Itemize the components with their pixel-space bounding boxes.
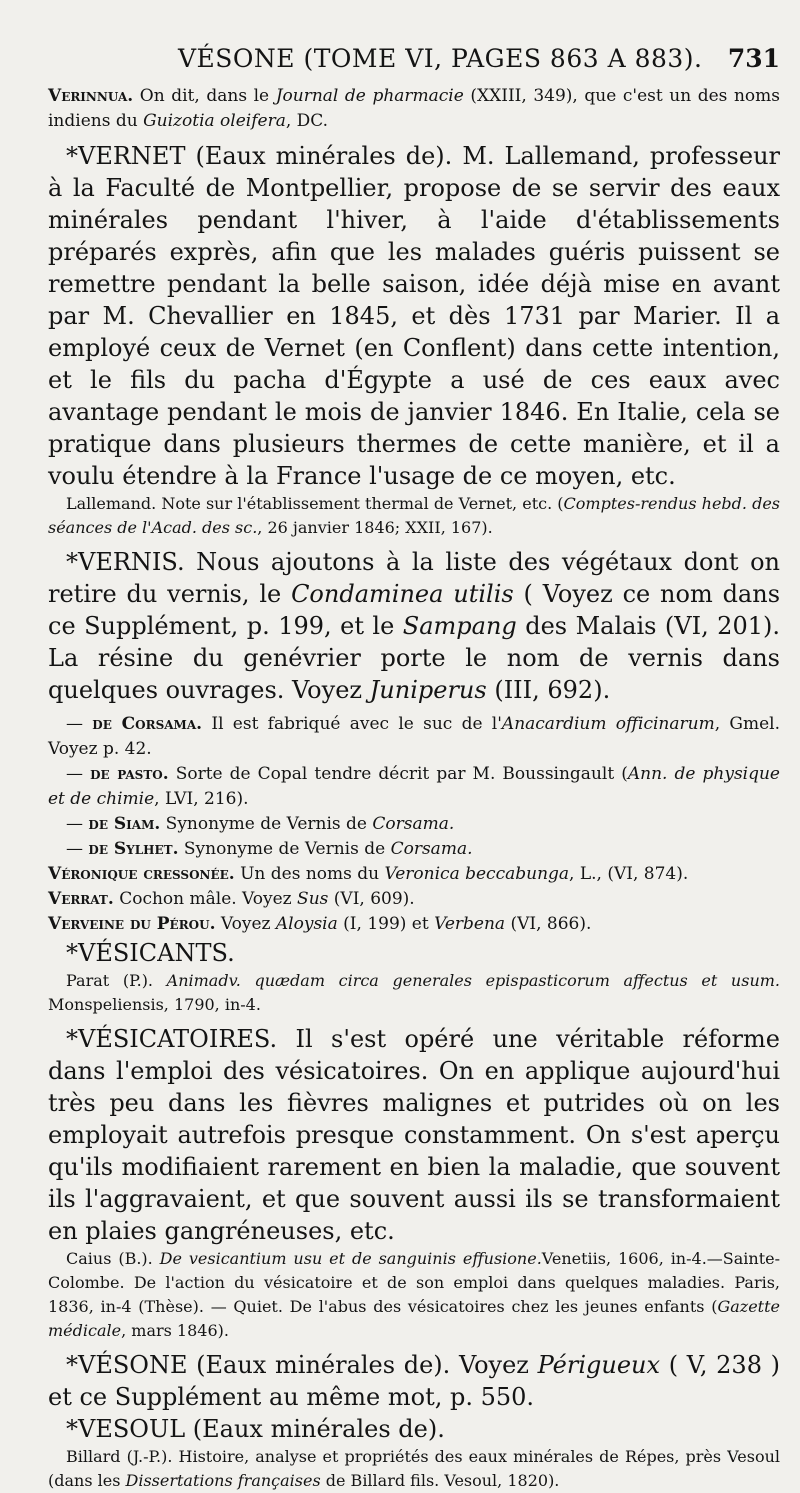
entry-text: (Eaux minérales de). Voyez xyxy=(187,1351,538,1379)
reference-italic: Comptes-rendus hebd. des séances de l'Acad. des sc. xyxy=(48,494,781,537)
entry-dash: — xyxy=(66,764,91,784)
entry-italic: Juniperus xyxy=(369,676,487,704)
entry-italic: Journal de pharmacie xyxy=(275,86,464,106)
entry-text: (I, 199) et xyxy=(337,914,435,934)
entry-text: , DC. xyxy=(285,111,329,131)
entry-head: *VÉSICANTS. xyxy=(66,939,235,967)
entry-text: (VI, 866). xyxy=(505,914,592,934)
entry-italic: Anacardium officinarum xyxy=(501,714,715,734)
entry-text: Il s'est opéré une véritable réforme dans l'emploi des vésicatoires. On en applique aujourd'hui très peu dans les fièvres malignes et putrides où on les employait autrefois presque constamment. On s'est aperçu qu'ils modifiaient rarement en bien la maladie, que souvent ils l'aggravaient, et que souvent aussi ils se transformaient en plaies gangréneuses, etc. xyxy=(48,1025,780,1245)
entry-vesone xyxy=(48,1349,780,1413)
entry-text: (Eaux minérales de). M. Lallemand, professeur à la Faculté de Montpellier, propose de se servir des eaux minérales pendant l'hiver, à l'aide d'établissements préparés exprès, afin que les malades guéris puissent se remettre pendant la belle saison, idée déjà mise en avant par M. Chevallier en 1845, et dès 1731 par Marier. Il a employé ceux de Vernet (en Conflent) dans cette intention, et le fils du pacha d'Égypte a usé de ces eaux avec avantage pendant le mois de janvier 1846. En Italie, cela se pratique dans plusieurs thermes de cette manière, et il a voulu étendre à la France l'usage de ce moyen, etc. xyxy=(48,142,780,490)
entry-text: (III, 692). xyxy=(486,676,611,704)
reference-italic: Dissertations françaises xyxy=(125,1471,321,1490)
entry-dash: — xyxy=(66,814,89,834)
entry-text: Sorte de Copal tendre décrit par M. Boussingault ( xyxy=(168,764,628,784)
entry-vernet xyxy=(48,140,780,492)
entry-head: de Siam. xyxy=(88,814,161,834)
reference-italic: Gazette médicale xyxy=(48,1297,780,1340)
entry-text: (XXIII, 349), que c'est un des noms indiens du xyxy=(48,86,781,131)
entry-head: *VESOUL xyxy=(66,1415,186,1443)
entry-text: , L., (VI, 874). xyxy=(569,864,689,884)
entry-italic: Guizotia oleifera xyxy=(143,111,286,131)
entry-italic: Veronica beccabunga xyxy=(384,864,570,884)
reference-text: Monspeliensis, 1790, in-4. xyxy=(48,995,261,1014)
entry-text: (VI, 609). xyxy=(328,889,415,909)
entry-text: Il est fabriqué avec le suc de l' xyxy=(202,714,502,734)
reference-text: Lallemand. Note sur l'établissement thermal de Vernet, etc. ( xyxy=(66,494,564,513)
entry-italic: Sampang xyxy=(402,612,517,640)
reference-italic: De vesicantium usu et de sanguinis effusione. xyxy=(159,1249,542,1268)
entry-vesicants xyxy=(48,937,780,969)
entry-head: Véronique cressonée. xyxy=(48,864,235,884)
entry-dash: — xyxy=(66,714,93,734)
entry-head: Verinnua. xyxy=(48,86,134,106)
entry-italic: Condaminea utilis xyxy=(291,580,514,608)
reference-text: Billard (J.-P.). Histoire, analyse et propriétés des eaux minérales de Répes, près Vesoul (dans les xyxy=(48,1447,780,1490)
reference-vesicants xyxy=(48,969,780,1017)
entry-text: Synonyme de Vernis de xyxy=(178,839,391,859)
reference-vernet xyxy=(48,492,780,540)
reference-text: Parat (P.). xyxy=(66,971,167,990)
reference-text: Caius (B.). xyxy=(66,1249,160,1268)
reference-vesicatoires xyxy=(48,1247,780,1343)
entry-text: Nous ajoutons à la liste des végétaux dont on retire du vernis, le xyxy=(48,548,780,608)
entry-text: ( Voyez ce nom dans ce Supplément, p. 199, et le xyxy=(48,580,781,640)
entry-italic: Corsama. xyxy=(390,839,473,859)
entry-head: *VÉSICATOIRES. xyxy=(66,1025,278,1053)
entry-text: (Eaux minérales de). xyxy=(185,1415,445,1443)
reference-italic: Animadv. quædam circa generales epispasticorum affectus et usum. xyxy=(166,971,780,990)
reference-text: , mars 1846). xyxy=(121,1321,229,1340)
entry-text: , LVI, 216). xyxy=(154,789,249,809)
entry-head: *VÉSONE xyxy=(66,1351,188,1379)
entry-head: Verveine du Pérou. xyxy=(48,914,216,934)
entry-italic: Aloysia xyxy=(275,914,338,934)
entry-vernis-pasto xyxy=(48,762,780,812)
entry-text: On dit, dans le xyxy=(133,86,276,106)
book-page xyxy=(48,0,781,1490)
running-header xyxy=(48,44,780,84)
entry-dash: — xyxy=(66,839,89,859)
entry-text: ( V, 238 ) et ce Supplément au même mot, p. 550. xyxy=(48,1351,780,1411)
entry-text: Cochon mâle. Voyez xyxy=(113,889,298,909)
entry-italic: Sus xyxy=(297,889,329,909)
header-title: VÉSONE (TOME VI, PAGES 863 A 883). xyxy=(178,44,703,73)
entry-italic: Corsama. xyxy=(372,814,455,834)
reference-text: de Billard fils. Vesoul, 1820). xyxy=(320,1471,560,1490)
entry-vesoul xyxy=(48,1413,780,1445)
entry-italic: Ann. de physique et de chimie xyxy=(48,764,780,809)
entry-text: Un des noms du xyxy=(234,864,385,884)
entry-text: , Gmel. Voyez p. 42. xyxy=(48,714,780,759)
entry-text: Voyez xyxy=(215,914,276,934)
reference-vesoul xyxy=(48,1445,780,1493)
entry-head: de pasto. xyxy=(90,764,169,784)
entry-vernis xyxy=(48,546,780,706)
entry-italic: Périgueux xyxy=(537,1351,661,1379)
entry-vernis-siam xyxy=(48,812,780,837)
entry-head: *VERNET xyxy=(66,142,186,170)
entry-verrat xyxy=(48,887,780,912)
reference-text: Venetiis, 1606, in-4.—Sainte-Colombe. De l'action du vésicatoire et de son emploi dans quelques maladies. Paris, 1836, in-4 (Thèse). — Quiet. De l'abus des vésicatoires chez les jeunes enfants ( xyxy=(48,1249,781,1316)
entry-text: des Malais (VI, 201). La résine du genévrier porte le nom de vernis dans quelques ouvrages. Voyez xyxy=(48,612,780,704)
entry-verveine xyxy=(48,912,780,937)
entry-text: Synonyme de Vernis de xyxy=(160,814,373,834)
entry-vernis-sylhet xyxy=(48,837,780,862)
page-body xyxy=(48,84,780,1493)
entry-italic: Verbena xyxy=(434,914,506,934)
entry-head: Verrat. xyxy=(48,889,114,909)
entry-veronique xyxy=(48,862,780,887)
entry-vesicatoires xyxy=(48,1023,780,1247)
entry-head: de Sylhet. xyxy=(88,839,179,859)
entry-vernis-corsama xyxy=(48,712,780,762)
entry-head: de Corsama. xyxy=(92,714,203,734)
page-number: 731 xyxy=(727,44,780,73)
entry-head: *VERNIS. xyxy=(66,548,185,576)
reference-text: , 26 janvier 1846; XXII, 167). xyxy=(257,518,493,537)
entry-verinnua xyxy=(48,84,780,134)
